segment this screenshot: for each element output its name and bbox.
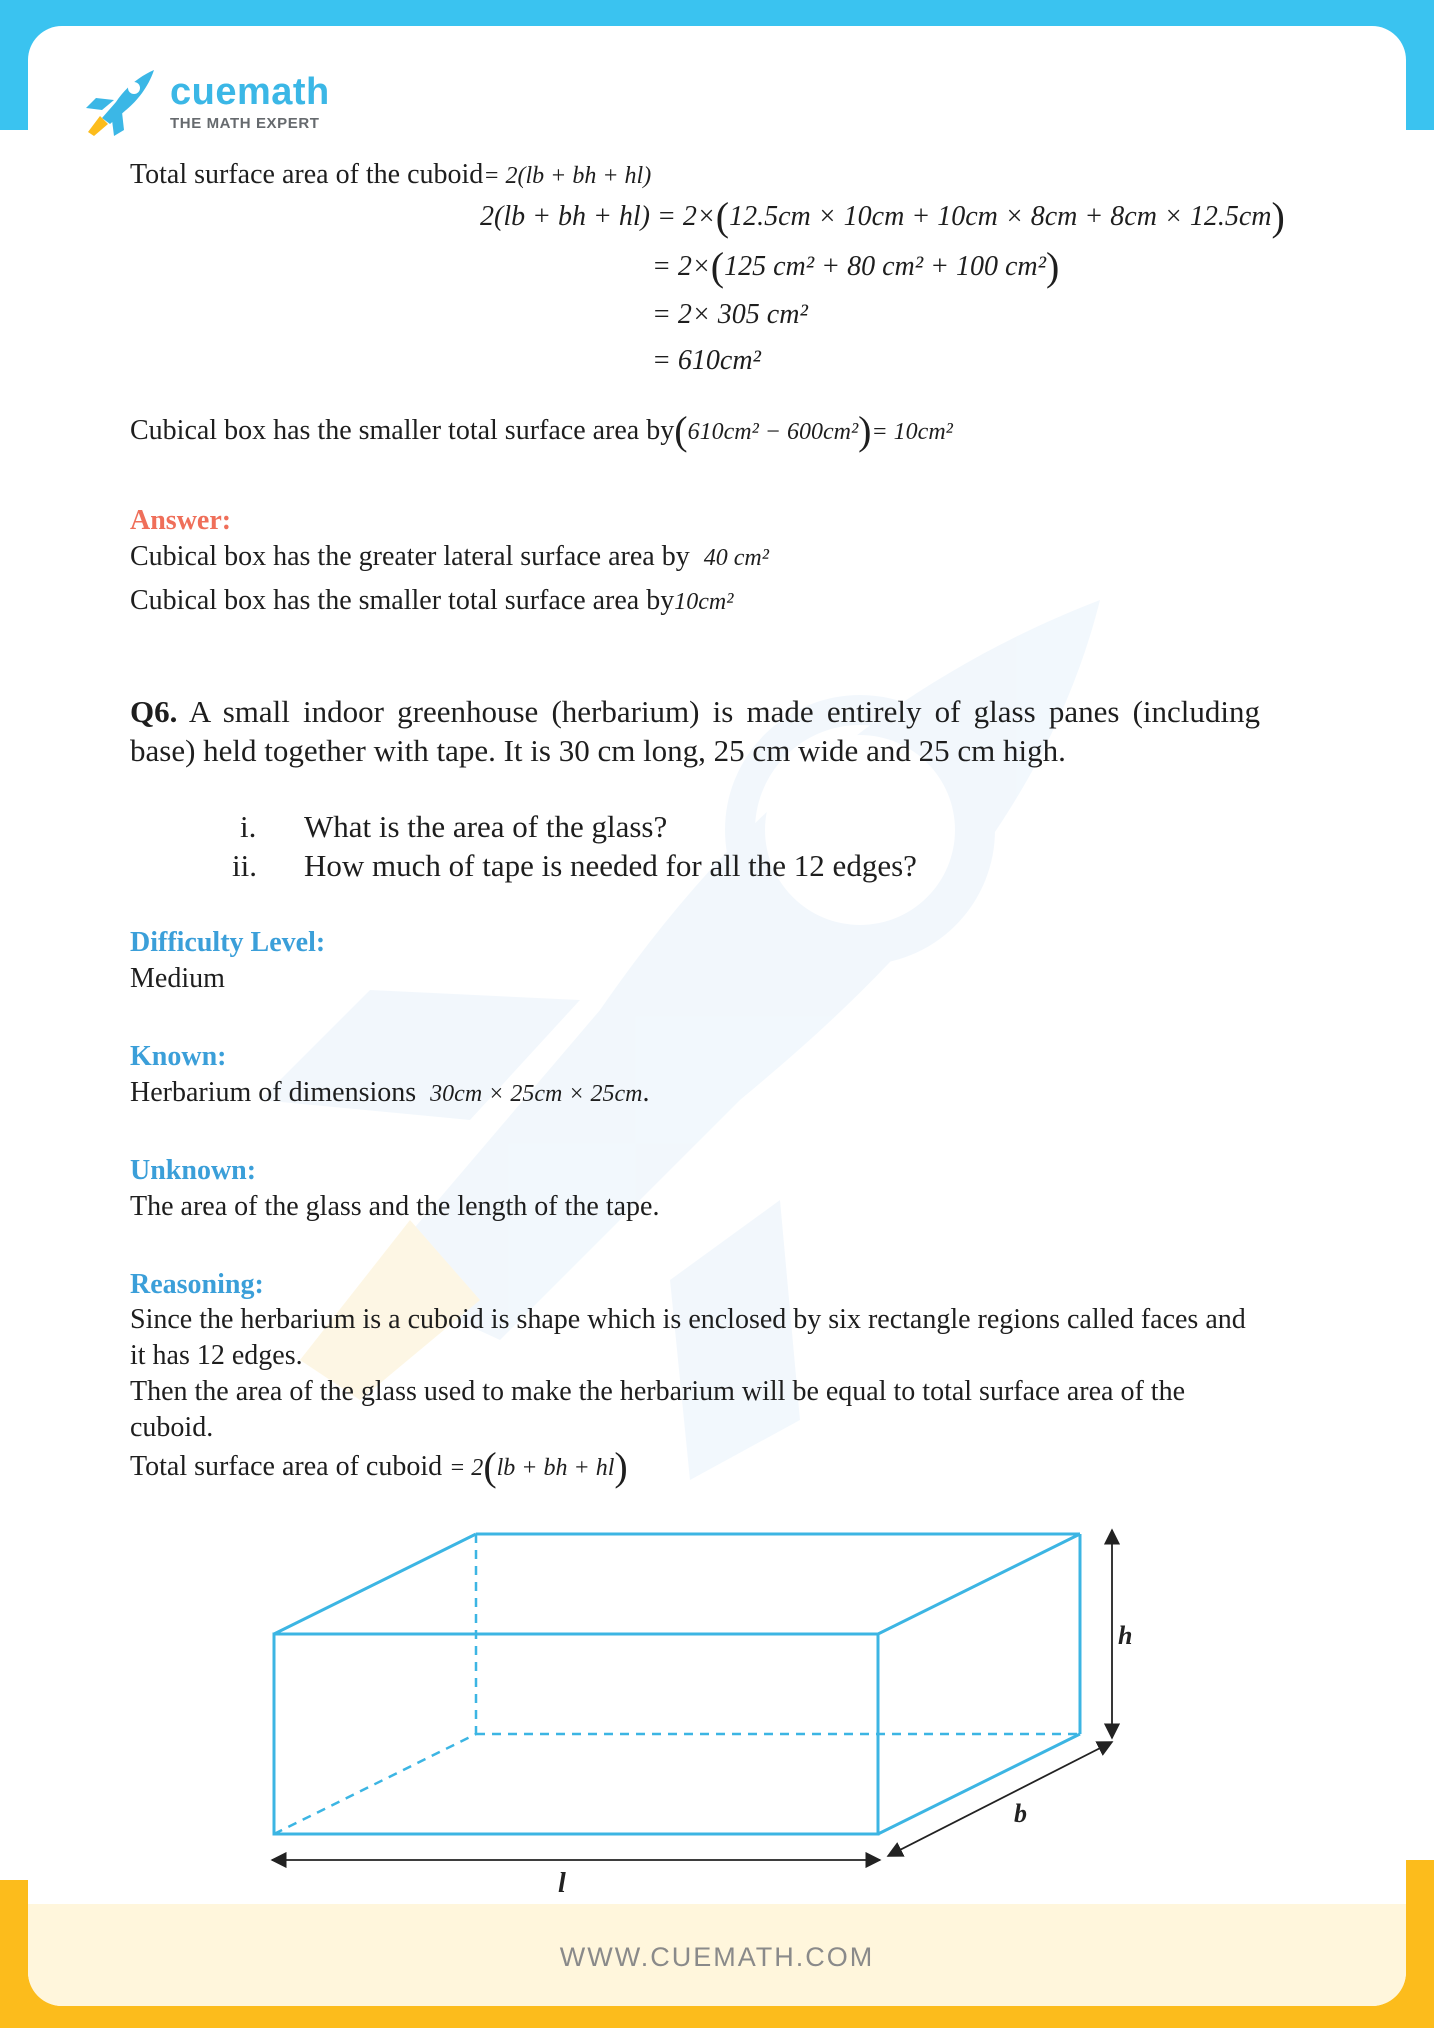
- known-text: Herbarium of dimensions: [130, 1077, 417, 1108]
- label-b: b: [1014, 1799, 1027, 1828]
- reasoning-formula-text: Total surface area of cuboid: [130, 1451, 443, 1482]
- answer-line-1-text: Cubical box has the greater lateral surface area by: [130, 541, 690, 572]
- difficulty-value: Medium: [130, 963, 225, 994]
- reasoning-formula-line: Total surface area of cuboid = 2(lb + bh + hl): [130, 1444, 628, 1489]
- comparison-result: = 10cm²: [871, 419, 953, 445]
- question-item-1-num: i.: [240, 809, 257, 844]
- eq-line-1-body: 12.5cm × 10cm + 10cm × 8cm + 8cm × 12.5cm: [729, 201, 1272, 232]
- known-math: 30cm × 25cm × 25cm: [430, 1081, 643, 1107]
- answer-line-1-math: 40 cm²: [703, 545, 769, 571]
- answer-line-2-text: Cubical box has the smaller total surface area by: [130, 585, 675, 616]
- label-h: h: [1118, 1621, 1133, 1650]
- logo-tagline: THE MATH EXPERT: [170, 114, 320, 132]
- reasoning-paragraph-2: Then the area of the glass used to make the herbarium will be equal to total surface area of the cuboid.: [130, 1376, 1186, 1443]
- logo-name: cuemath: [170, 70, 330, 113]
- question-text: A small indoor greenhouse (herbarium) is made entirely of glass panes (including base) held together with tape. It is 30 cm long, 25 cm wide and 25 cm high.: [130, 694, 1260, 768]
- eq-line-2-pre: = 2×: [652, 251, 711, 282]
- question-label: Q6.: [130, 694, 178, 729]
- reasoning-heading: Reasoning:: [130, 1269, 264, 1300]
- tsa-lead-text: Total surface area of the cuboid: [130, 159, 484, 190]
- reasoning-paragraph-1: Since the herbarium is a cuboid is shape which is enclosed by six rectangle regions called faces and it has 12 edges.: [130, 1304, 1246, 1371]
- known-suffix: .: [642, 1077, 650, 1108]
- difficulty-heading: Difficulty Level:: [130, 927, 326, 958]
- comparison-text: Cubical box has the smaller total surface area by: [130, 415, 675, 446]
- question-item-2-num: ii.: [232, 848, 257, 883]
- reasoning-formula-inner: lb + bh + hl: [496, 1455, 615, 1481]
- question-item-2-text: How much of tape is needed for all the 12 edges?: [304, 848, 917, 883]
- dimension-b-arrow: [888, 1742, 1112, 1856]
- unknown-heading: Unknown:: [130, 1155, 257, 1186]
- tsa-lead-formula: = 2(lb + bh + hl): [483, 163, 652, 189]
- label-l: l: [558, 1868, 566, 1899]
- question-item-1-text: What is the area of the glass?: [304, 809, 668, 844]
- cuboid-bottom-right-edge: [878, 1734, 1080, 1834]
- cuboid-top-left-edge: [274, 1534, 476, 1634]
- eq-line-3: = 2× 305 cm²: [652, 299, 808, 330]
- answer-heading: Answer:: [130, 505, 232, 536]
- reasoning-formula-eq: = 2: [449, 1455, 484, 1481]
- footer-url[interactable]: WWW.CUEMATH.COM: [559, 1942, 875, 1972]
- eq-lhs: 2(lb + bh + hl) = 2×: [480, 201, 716, 232]
- eq-line-4: = 610cm²: [652, 345, 761, 376]
- answer-line-2-math: 10cm²: [674, 589, 734, 615]
- comparison-line: Cubical box has the smaller total surface area by(610cm² − 600cm²)= 10cm²: [130, 408, 953, 453]
- cuboid-hidden-diagonal-edge: [274, 1734, 476, 1834]
- cuboid-top-right-edge: [878, 1534, 1080, 1634]
- unknown-text: The area of the glass and the length of the tape.: [130, 1191, 660, 1222]
- comparison-math: 610cm² − 600cm²: [687, 419, 859, 445]
- eq-line-1: 2(lb + bh + hl) = 2×(12.5cm × 10cm + 10cm × 8cm + 8cm × 12.5cm): [480, 194, 1285, 239]
- known-heading: Known:: [130, 1041, 227, 1072]
- eq-line-2-body: 125 cm² + 80 cm² + 100 cm²: [724, 251, 1047, 282]
- eq-line-2: = 2×(125 cm² + 80 cm² + 100 cm²): [652, 244, 1060, 289]
